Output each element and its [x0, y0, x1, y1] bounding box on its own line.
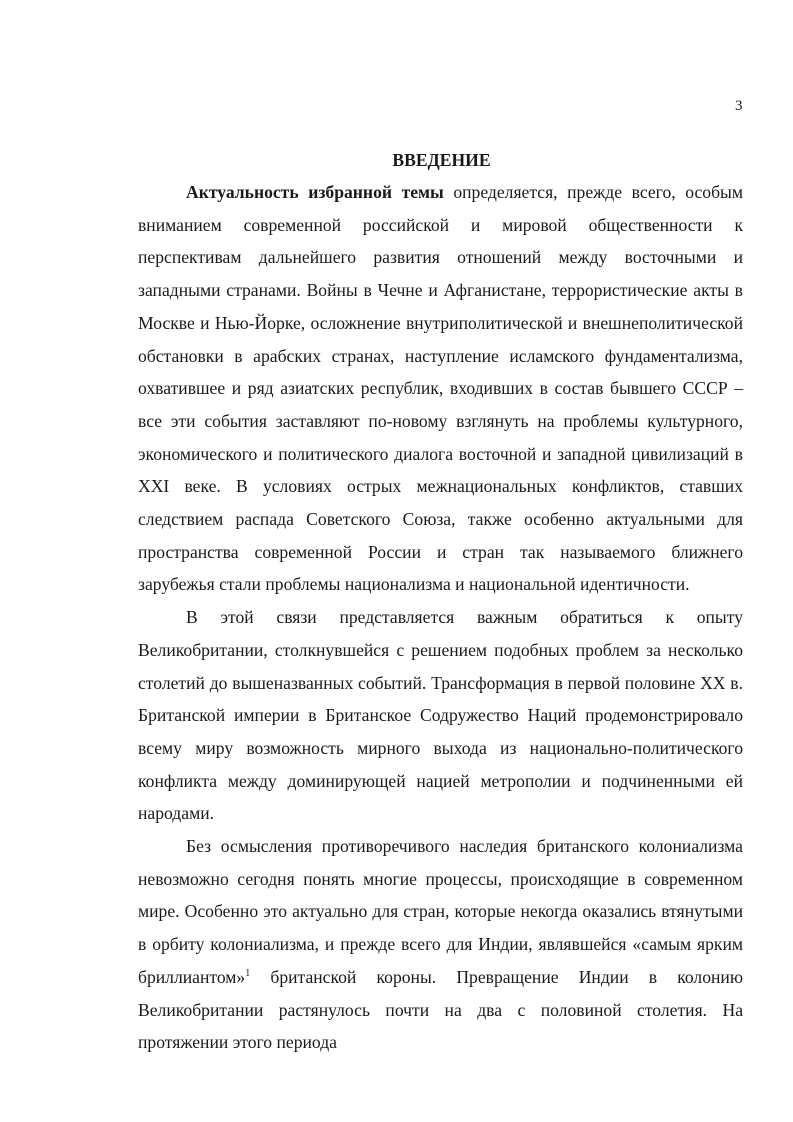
paragraph-colonialism	[138, 830, 743, 1059]
lead-phrase: Актуальность избранной темы	[186, 182, 444, 202]
paragraph-britain: В этой связи представляется важным обратиться к опыту Великобритании, столкнувшейся с решением подобных проблем за несколько столетий до вышеназванных событий. Трансформация в первой половине XX в. Британской империи в Британское Содружество Наций продемонстрировало всему миру возможность мирного выхода из национально-политического конфликта между доминирующей нацией метрополии и подчиненными ей народами.	[138, 607, 743, 824]
paragraph-text: определяется, прежде всего, особым вниманием современной российской и мировой общественности к перспективам дальнейшего развития отношений между восточными и западными странами. Войны в Чечне и Афганистане, террористические акты в Москве и Нью-Йорке, осложнение внутриполитической и внешнеполитической обстановки в арабских странах, наступление исламского фундаментализма, охватившее и ряд азиатских республик, входивших в состав бывшего СССР – все эти события заставляют по-новому взглянуть на проблемы культурного, экономического и политического диалога восточной и западной цивилизаций в XXI веке. В условиях острых межнациональных конфликтов, ставших следствием распада Советского Союза, также особенно актуальными для пространства современной России и стран так называемого ближнего зарубежья стали проблемы национализма и национальной идентичности.	[138, 182, 743, 595]
page-number: 3	[735, 98, 743, 114]
section-title: ВВЕДЕНИЕ	[392, 150, 491, 170]
paragraph-relevance	[138, 176, 743, 601]
paragraph-text: Без осмысления противоречивого наследия британского колониализма невозможно сегодня понять многие процессы, происходящие в современном мире. Особенно это актуально для стран, которые некогда оказались втянутыми в орбиту колониализма, и прежде всего для Индии, являвшейся «самым ярким бриллиантом»	[138, 836, 743, 987]
document-body	[138, 146, 743, 1059]
paragraph-text: британской короны. Превращение Индии в колонию Великобритании растянулось почти на два с половиной столетия. На протяжении этого периода	[138, 966, 743, 1053]
footnote-marker[interactable]: 1	[245, 967, 251, 979]
